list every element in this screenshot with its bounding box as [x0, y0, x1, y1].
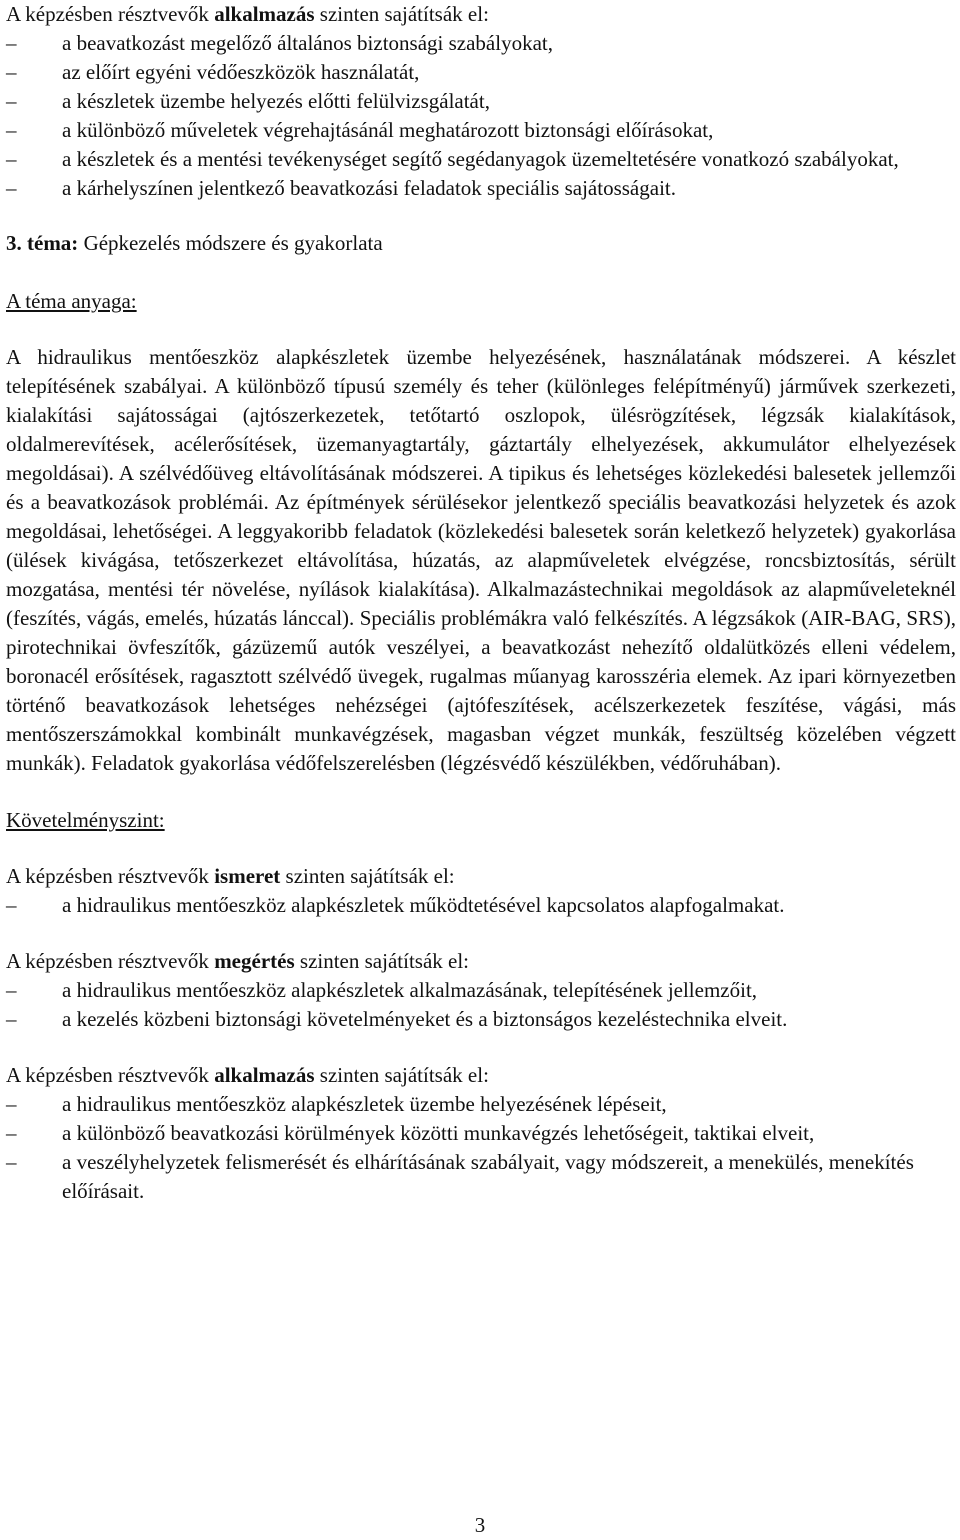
lead-text: szinten sajátítsák el:: [314, 2, 489, 26]
dash-bullet: –: [6, 31, 17, 55]
list-item: – a hidraulikus mentőeszköz alapkészletek alkalmazásának, telepítésének jellemzőit,: [6, 976, 956, 1005]
list-item: – a hidraulikus mentőeszköz alapkészletek működtetésével kapcsolatos alapfogalmakat.: [6, 891, 956, 920]
topic-number: 3.: [6, 231, 22, 255]
dash-bullet: –: [6, 1150, 17, 1174]
list-item: – a beavatkozást megelőző általános biztonsági szabályokat,: [6, 29, 956, 58]
list-item: – a kezelés közbeni biztonsági követelményeket és a biztonságos kezeléstechnika elveit.: [6, 1005, 956, 1034]
lead-level-keyword: megértés: [214, 949, 295, 973]
lead-text: A képzésben résztvevők: [6, 2, 215, 26]
dash-bullet: –: [6, 978, 17, 1002]
list-item: – a veszélyhelyzetek felismerését és elhárításának szabályait, vagy módszereit, a menekülés, menekítés előírásait.: [6, 1150, 914, 1203]
dash-bullet: –: [6, 1007, 17, 1031]
document-page: [6, 0, 956, 1206]
dash-bullet: –: [6, 1092, 17, 1116]
material-paragraph: A hidraulikus mentőeszköz alapkészletek üzembe helyezésének, használatának módszerei. A készlet telepítésének szabályai. A különböző típusú személy és teher (különleges felépítményű) járművek szerkezeti, kialakítási sajátosságai (ajtószerkezetek, tetőtartó oszlopok, ülésrögzítések, légzsák kialakítások, oldalmerevítések, acélerősítések, üzemanyagtartály, gáztartály elhelyezések, akkumulátor elhelyezések megoldásai). A szélvédőüveg eltávolításának módszerei. A tipikus és lehetséges közlekedési balesetek jellemzői és a beavatkozások problémái. Az építmények sérülésekor jelentkező speciális beavatkozási helyzetek és azok megoldásai, lehetőségei. A leggyakoribb feladatok (közlekedési balesetek során keletkező helyzetek) gyakorlása (ülések kivágása, tetőszerkezet eltávolítása, húzatás, az alapműveletek elvégzése, roncsbiztosítás, sérült mozgatása, mentési tér növelése, nyílások kialakítása). Alkalmazástechnikai megoldások az alapműveleteknél (feszítés, vágás, emelés, húzatás lánccal). Speciális problémákra való felkészítés. A légzsákok (AIR-BAG, SRS), pirotechnikai övfeszítők, gázüzemű autók veszélyei, a beavatkozást nehezítő oldalütközés elleni védelem, boronacél erősítések, ragasztott szélvédő üvegek, rugalmas műanyag karosszéria elemek. Az ipari környezetben történő beavatkozások lehetséges nehézségei (ajtófeszítések, acélszerkezetek feszítése, vágási, más mentőszerszámokkal kombinált munkavégzések, magasban végzet munkák, feszültség közelében végzett munkák). Feladatok gyakorlása védőfelszerelésben (légzésvédő készülékben, védőruhában).: [6, 345, 956, 775]
requirement-heading: Követelményszint:: [6, 808, 165, 832]
list-item: – a kárhelyszínen jelentkező beavatkozási feladatok speciális sajátosságait.: [6, 174, 956, 203]
bullet-list: [6, 976, 956, 1034]
list-item: – a hidraulikus mentőeszköz alapkészletek üzembe helyezésének lépéseit,: [6, 1090, 956, 1119]
bullet-list: [6, 1090, 956, 1206]
lead-level-keyword: alkalmazás: [214, 1063, 315, 1087]
section-lead: A képzésben résztvevők alkalmazás szinten sajátítsák el:: [6, 1063, 489, 1087]
list-item: – a készletek és a mentési tevékenységet segítő segédanyagok üzemeltetésére vonatkozó szabályokat,: [6, 145, 956, 174]
bullet-list: [6, 29, 956, 203]
section-lead: [6, 0, 956, 29]
dash-bullet: –: [6, 118, 17, 142]
dash-bullet: –: [6, 89, 17, 113]
topic-title: Gépkezelés módszere és gyakorlata: [78, 231, 383, 255]
list-item: – a különböző műveletek végrehajtásánál meghatározott biztonsági előírásokat,: [6, 116, 956, 145]
bullet-list: [6, 891, 956, 920]
dash-bullet: –: [6, 176, 17, 200]
lead-level-keyword: alkalmazás: [214, 2, 315, 26]
section-lead: A képzésben résztvevők ismeret szinten sajátítsák el:: [6, 864, 455, 888]
list-item: – a készletek üzembe helyezés előtti felülvizsgálatát,: [6, 87, 956, 116]
lead-level-keyword: ismeret: [214, 864, 281, 888]
list-item: – az előírt egyéni védőeszközök használatát,: [6, 58, 956, 87]
list-item: – a különböző beavatkozási körülmények közötti munkavégzés lehetőségeit, taktikai elveit,: [6, 1119, 956, 1148]
dash-bullet: –: [6, 1121, 17, 1145]
section-lead: A képzésben résztvevők megértés szinten sajátítsák el:: [6, 949, 470, 973]
topic-heading: [6, 229, 956, 258]
dash-bullet: –: [6, 147, 17, 171]
topic-label: téma:: [27, 231, 79, 255]
dash-bullet: –: [6, 60, 17, 84]
page-number: 3: [474, 1513, 486, 1537]
dash-bullet: –: [6, 893, 17, 917]
material-heading: A téma anyaga:: [6, 289, 137, 313]
